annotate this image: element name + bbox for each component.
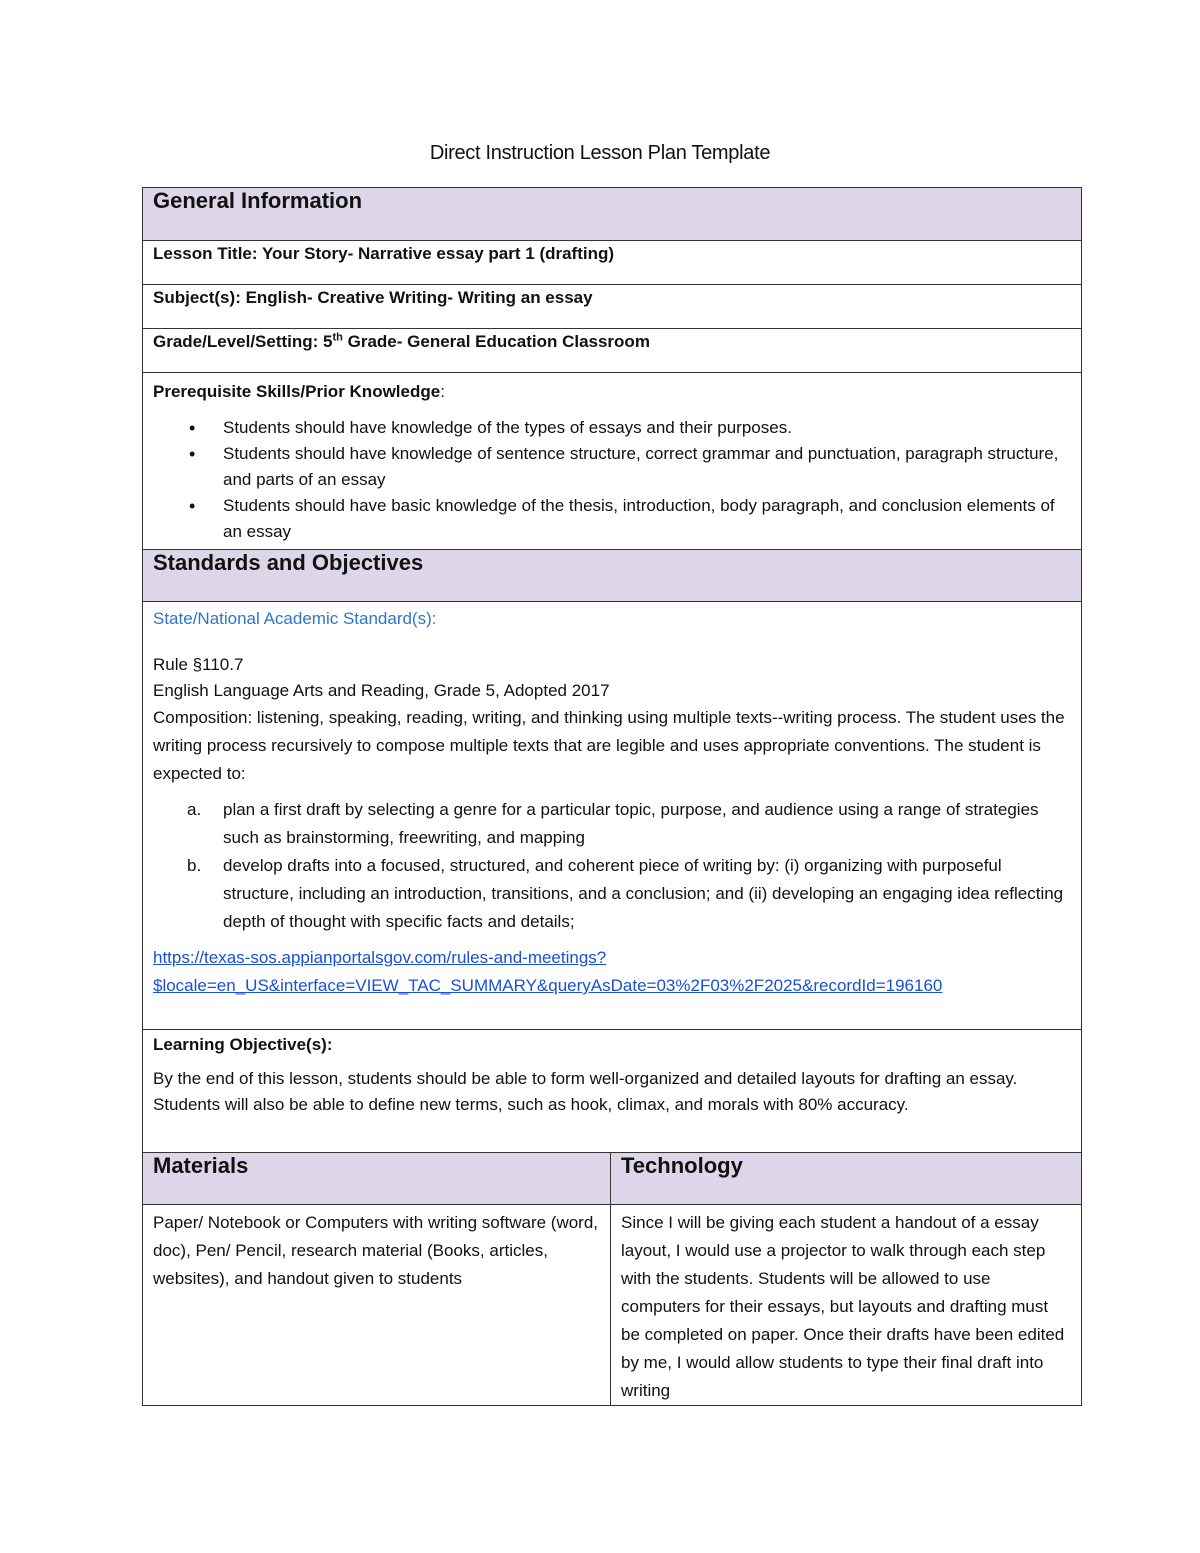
technology-text: Since I will be giving each student a handout of a essay layout, I would use a projector to walk through each step with the students. Students will be allowed to use computers for their essays, but layouts and drafting must be completed on paper. Once their drafts have been edited by me, I would allow students to type their final draft into writing (611, 1205, 1082, 1406)
standards-list (153, 796, 1071, 936)
grade-value-b: Grade- General Education Classroom (342, 332, 650, 351)
list-item-text: plan a first draft by selecting a genre for a particular topic, purpose, and audience using a range of strategies such as brainstorming, freewriting, and mapping (223, 800, 1039, 847)
materials-heading: Materials (143, 1153, 611, 1205)
learning-objective-row (143, 1030, 1082, 1153)
learning-objective-text: By the end of this lesson, students should be able to form well-organized and detailed layouts for drafting an essay. Students will also be able to define new terms, such as hook, climax, and morals with 80% accuracy. (153, 1069, 1018, 1114)
materials-text: Paper/ Notebook or Computers with writing software (word, doc), Pen/ Pencil, research material (Books, articles, websites), and handout given to students (143, 1205, 611, 1406)
subjects-label: Subject(s) (153, 288, 236, 307)
grade-row (143, 329, 1082, 373)
composition-text: Composition: listening, speaking, reading, writing, and thinking using multiple texts--writing process. The student uses the writing process recursively to compose multiple texts that are legible and uses appropriate conventions. The student is expected to: (153, 708, 1065, 783)
subjects-row (143, 285, 1082, 329)
prerequisite-colon: : (440, 382, 445, 401)
prerequisite-list (153, 415, 1071, 545)
grade-value-a: : 5 (312, 332, 333, 351)
learning-objective-label: Learning Objective(s): (153, 1035, 333, 1054)
list-item: • Students should have knowledge of sentence structure, correct grammar and punctuation, paragraph structure, and parts of an essay (223, 441, 1071, 493)
lesson-title-row (143, 241, 1082, 285)
standard-link-line2[interactable]: $locale=en_US&interface=VIEW_TAC_SUMMARY&queryAsDate=03%2F03%2F2025&recordId=196160 (153, 976, 943, 995)
standards-row (143, 602, 1082, 1030)
document-title: Direct Instruction Lesson Plan Template (429, 142, 771, 164)
materials-technology-header (143, 1153, 1082, 1205)
list-marker: b. (187, 856, 202, 875)
technology-heading: Technology (611, 1153, 1082, 1205)
general-information-heading: General Information (143, 188, 1082, 241)
standards-objectives-header (143, 550, 1082, 602)
lesson-title-value: : Your Story- Narrative essay part 1 (drafting) (251, 244, 615, 263)
grade-label: Grade/Level/Setting (153, 332, 313, 351)
materials-technology-row (143, 1205, 1082, 1406)
list-item (187, 796, 1071, 852)
list-item-text: develop drafts into a focused, structured, and coherent piece of writing by: (i) organizing with purposeful structure, including an introduction, transitions, and a conclusion; and (ii) developing an engaging idea reflecting depth of thought with specific facts and details; (223, 856, 1064, 931)
lesson-title-label: Lesson Title (153, 244, 252, 263)
standard-link-line1[interactable]: https://texas-sos.appianportalsgov.com/rules-and-meetings? (153, 948, 607, 967)
list-item: • Students should have basic knowledge of the thesis, introduction, body paragraph, and conclusion elements of an essay (223, 493, 1071, 545)
grade-superscript: th (332, 331, 343, 344)
standard-link[interactable] (153, 944, 1071, 1000)
list-item (187, 852, 1071, 936)
list-item: • Students should have knowledge of the types of essays and their purposes. (223, 415, 1071, 441)
lesson-plan-table (142, 187, 1082, 1406)
list-marker: a. (187, 800, 202, 819)
rule-text: Rule §110.7 (153, 655, 244, 674)
standard-label: State/National Academic Standard(s): (153, 609, 437, 628)
prerequisite-label: Prerequisite Skills/Prior Knowledge (153, 382, 441, 401)
standards-objectives-heading: Standards and Objectives (143, 550, 1082, 602)
subjects-value: : English- Creative Writing- Writing an essay (235, 288, 593, 307)
general-information-header (143, 188, 1082, 241)
course-text: English Language Arts and Reading, Grade 5, Adopted 2017 (153, 681, 610, 700)
prerequisite-row (143, 373, 1082, 550)
